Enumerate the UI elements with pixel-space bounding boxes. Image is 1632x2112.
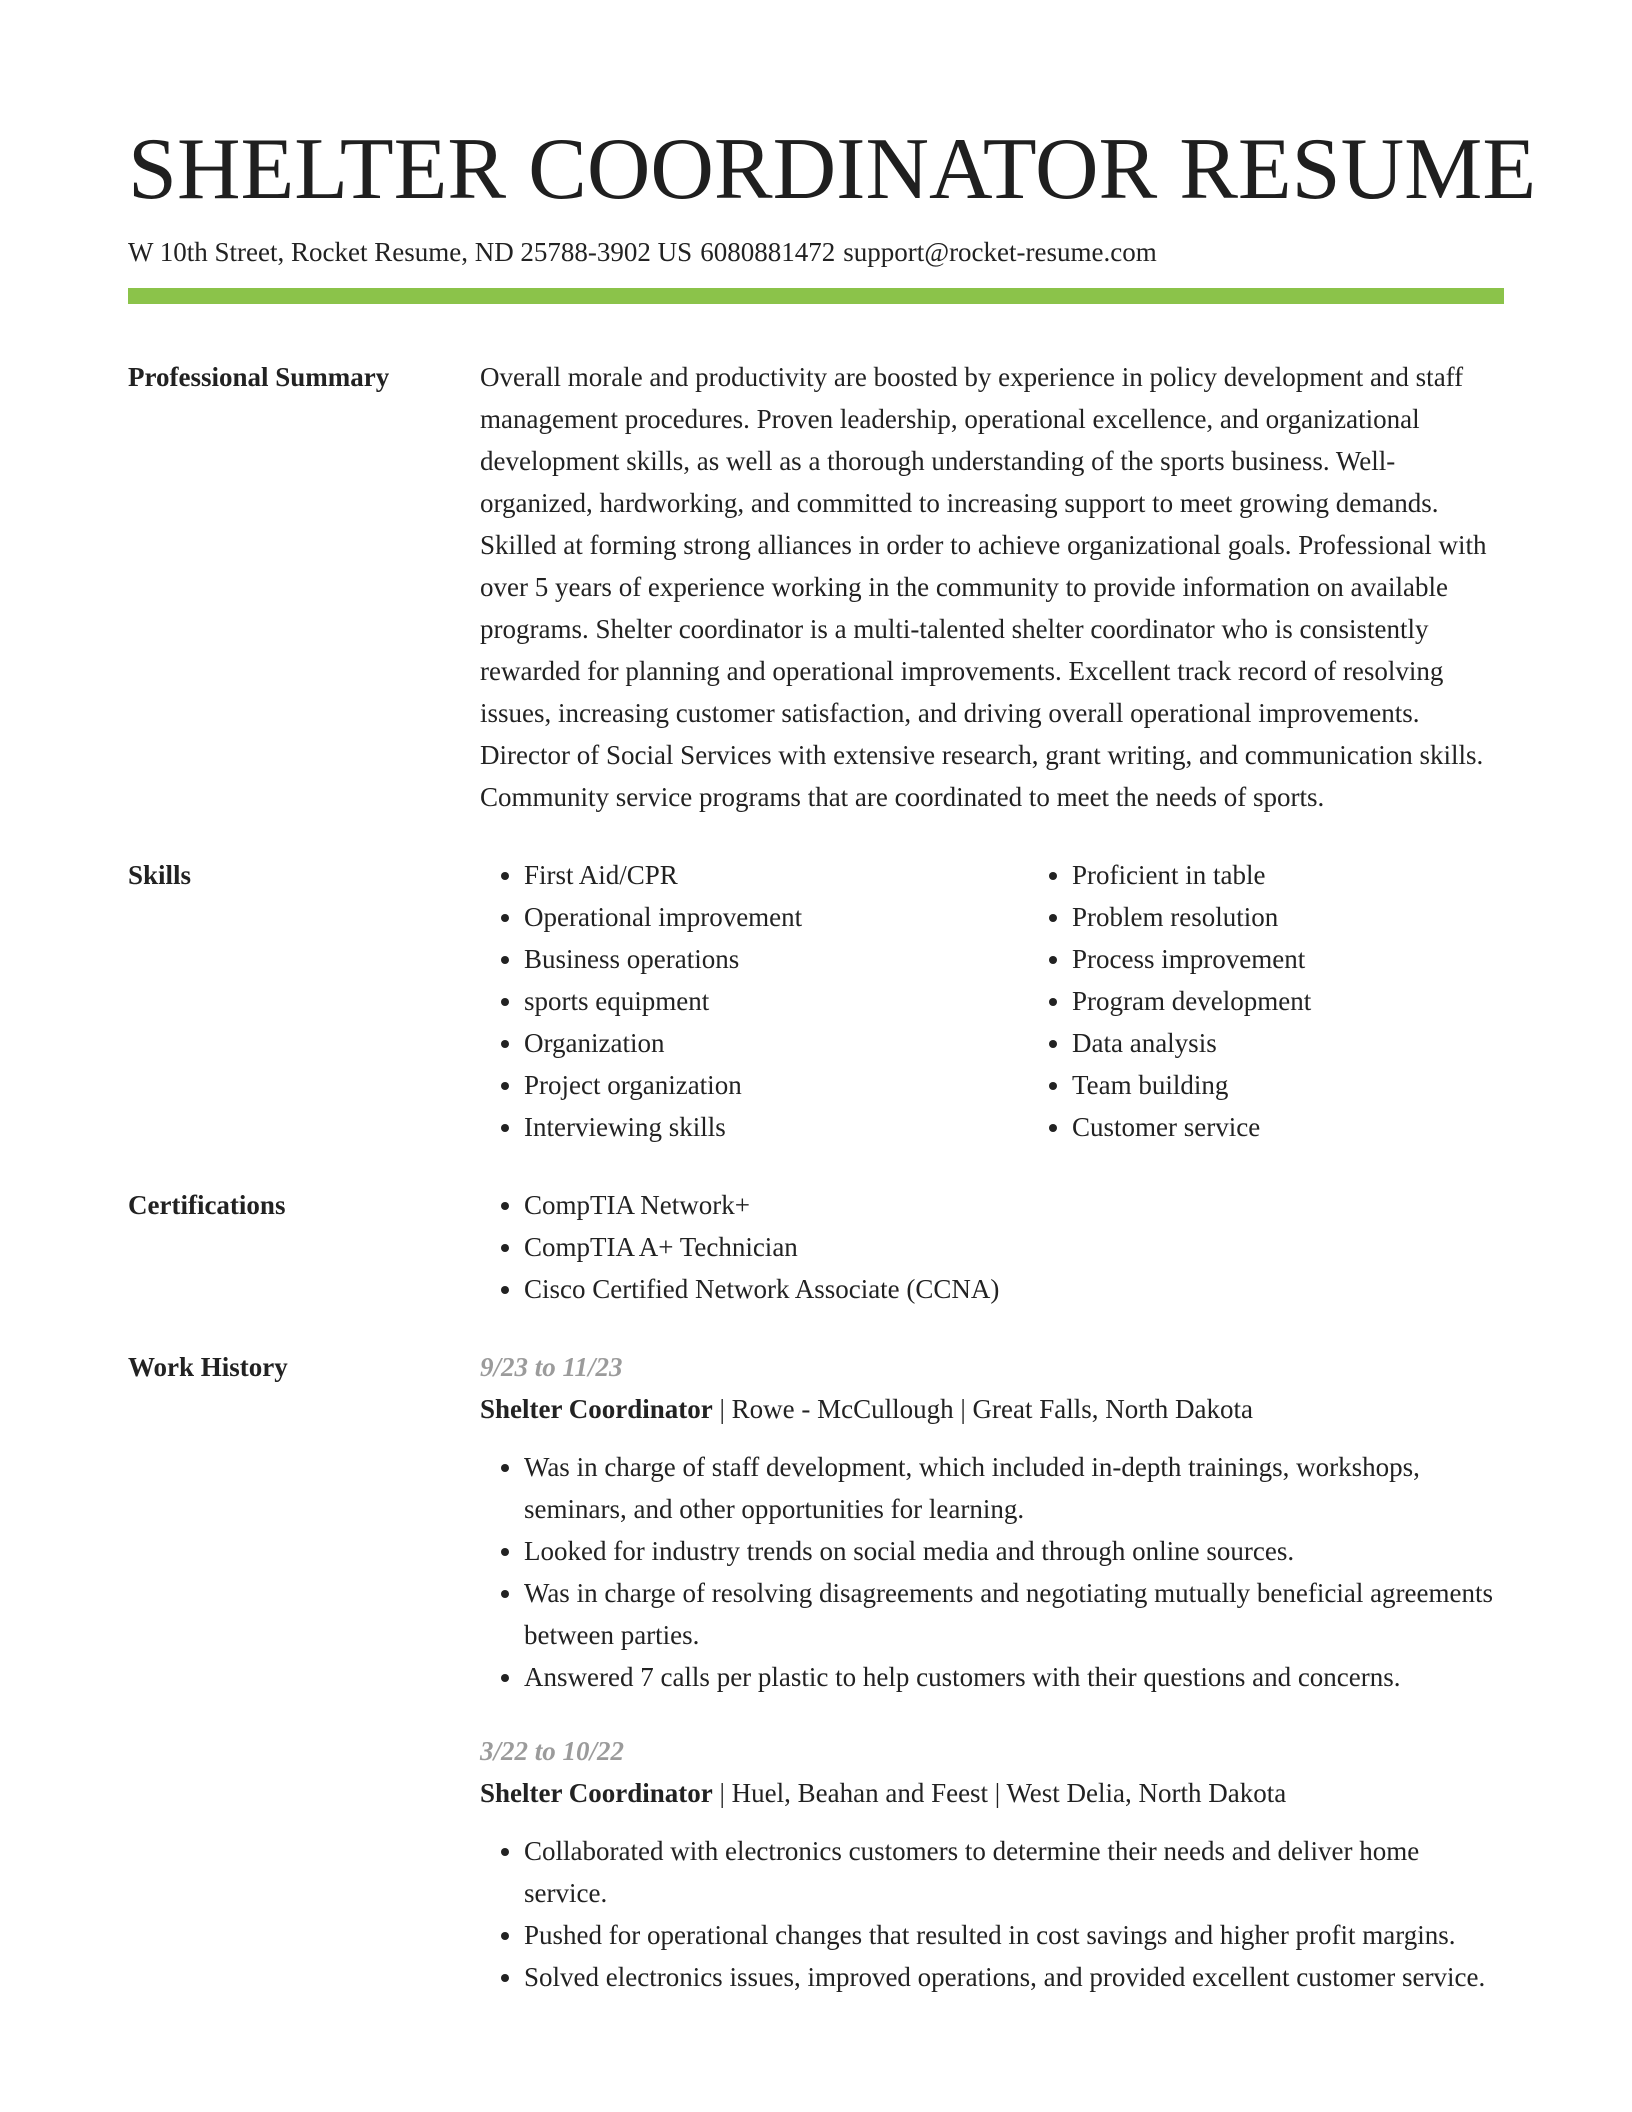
- job-employer-location: | Huel, Beahan and Feest | West Delia, North Dakota: [712, 1778, 1287, 1808]
- certification-item: • CompTIA Network+: [524, 1184, 1504, 1226]
- job-title: Shelter Coordinator: [480, 1394, 713, 1424]
- contact-address: W 10th Street, Rocket Resume, ND 25788-3902 US: [128, 237, 693, 267]
- summary-text: Overall morale and productivity are boosted by experience in policy development and staff management procedures. Proven leadership, operational excellence, and organizational development skills, as well as a thorough understanding of the sports business. Well-organized, hardworking, and committed to increasing support to meet growing demands. Skilled at forming strong alliances in order to achieve organizational goals. Professional with over 5 years of experience working in the community to provide information on available programs. Shelter coordinator is a multi-talented shelter coordinator who is consistently rewarded for planning and operational improvements. Excellent track record of resolving issues, increasing customer satisfaction, and driving overall operational improvements. Director of Social Services with extensive research, grant writing, and communication skills. Community service programs that are coordinated to meet the needs of sports.: [480, 362, 1487, 812]
- job-bullets: [480, 1830, 1504, 1998]
- job-dates: 9/23 to 11/23: [480, 1352, 623, 1382]
- job-bullet: • Collaborated with electronics customers to determine their needs and deliver home service.: [524, 1830, 1504, 1914]
- skills-heading: Skills: [128, 860, 192, 890]
- job-heading: [480, 1388, 1504, 1430]
- skills-section: [128, 854, 1504, 1148]
- work-history-section: [128, 1346, 1504, 1998]
- skill-item: • Data analysis: [1072, 1022, 1576, 1064]
- skill-item: • Business operations: [524, 938, 1028, 980]
- contact-email: support@rocket-resume.com: [843, 237, 1157, 267]
- skills-list-right: [1028, 854, 1576, 1148]
- job-bullet: • Answered 7 calls per plastic to help customers with their questions and concerns.: [524, 1656, 1504, 1698]
- job-bullet: • Was in charge of resolving disagreements and negotiating mutually beneficial agreements between parties.: [524, 1572, 1504, 1656]
- skill-item: • Program development: [1072, 980, 1576, 1022]
- skill-item: • Problem resolution: [1072, 896, 1576, 938]
- job-dates: 3/22 to 10/22: [480, 1736, 625, 1766]
- resume-page: [128, 118, 1537, 1998]
- skill-item: • Team building: [1072, 1064, 1576, 1106]
- job-bullet: • Was in charge of staff development, which included in-depth trainings, workshops, seminars, and other opportunities for learning.: [524, 1446, 1504, 1530]
- certifications-list: [480, 1184, 1504, 1310]
- skill-item: • Customer service: [1072, 1106, 1576, 1148]
- work-history-heading: Work History: [128, 1352, 288, 1382]
- job-bullet: • Looked for industry trends on social media and through online sources.: [524, 1530, 1504, 1572]
- certifications-heading: Certifications: [128, 1190, 286, 1220]
- summary-section: [128, 356, 1504, 818]
- job-entry: [480, 1346, 1504, 1698]
- skill-item: • sports equipment: [524, 980, 1028, 1022]
- skills-list-left: [480, 854, 1028, 1148]
- summary-heading: Professional Summary: [128, 362, 390, 392]
- certification-item: • CompTIA A+ Technician: [524, 1226, 1504, 1268]
- job-bullet: • Solved electronics issues, improved operations, and provided excellent customer service.: [524, 1956, 1504, 1998]
- skill-item: • Organization: [524, 1022, 1028, 1064]
- header-divider: [128, 288, 1504, 304]
- skill-item: • Interviewing skills: [524, 1106, 1028, 1148]
- contact-phone: 6080881472: [700, 237, 836, 267]
- job-bullets: [480, 1446, 1504, 1698]
- skill-item: • Proficient in table: [1072, 854, 1576, 896]
- contact-line: [128, 234, 1504, 270]
- skill-item: • Process improvement: [1072, 938, 1576, 980]
- job-employer-location: | Rowe - McCullough | Great Falls, North Dakota: [712, 1394, 1253, 1424]
- job-heading: [480, 1772, 1504, 1814]
- skill-item: • Operational improvement: [524, 896, 1028, 938]
- certifications-section: [128, 1184, 1504, 1310]
- job-title: Shelter Coordinator: [480, 1778, 713, 1808]
- job-bullet: • Pushed for operational changes that resulted in cost savings and higher profit margins.: [524, 1914, 1504, 1956]
- skill-item: • First Aid/CPR: [524, 854, 1028, 896]
- job-entry: [480, 1730, 1504, 1998]
- skill-item: • Project organization: [524, 1064, 1028, 1106]
- resume-title: SHELTER COORDINATOR RESUME: [128, 121, 1537, 218]
- certification-item: • Cisco Certified Network Associate (CCNA): [524, 1268, 1504, 1310]
